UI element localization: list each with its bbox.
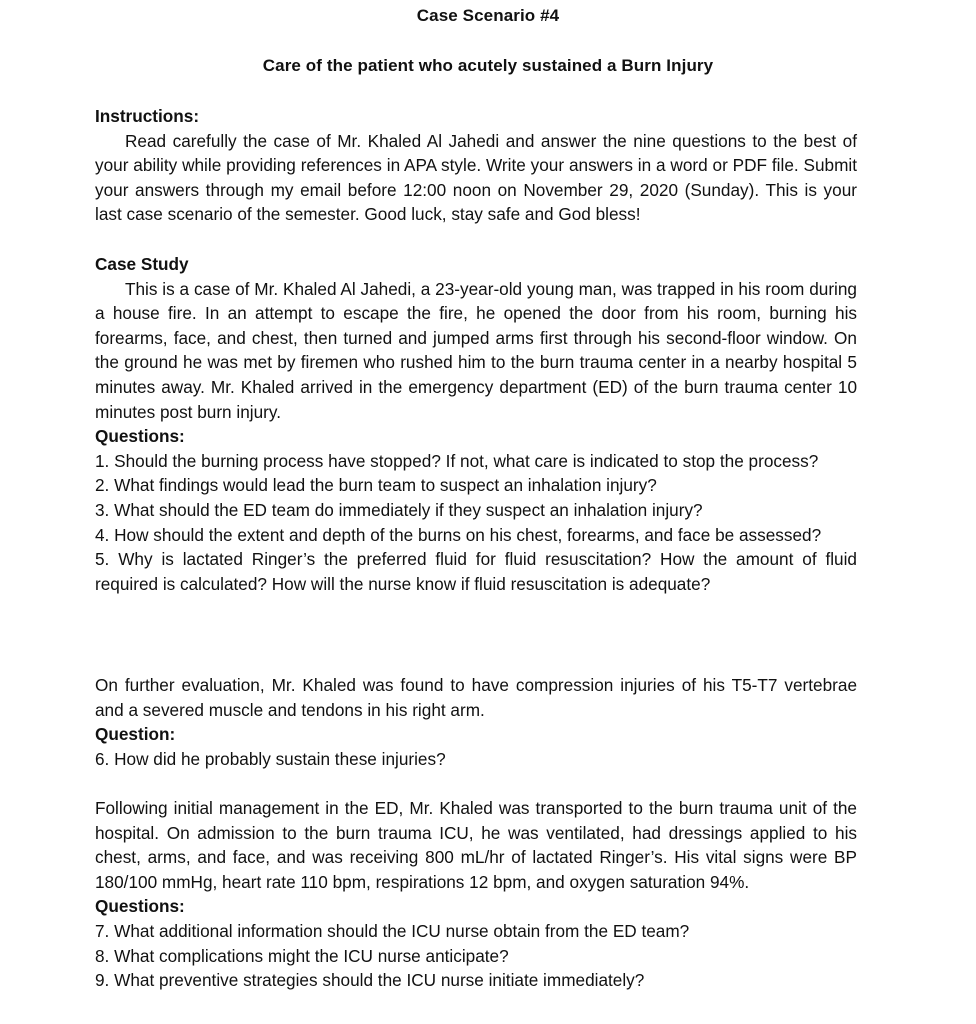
questions-heading: Questions:: [95, 896, 185, 917]
case-study-section: [95, 252, 857, 596]
question-item: 7. What additional information should the ICU nurse obtain from the ED team?: [95, 920, 690, 941]
question-item: 2. What findings would lead the burn team to suspect an inhalation injury?: [95, 475, 657, 496]
case-study-heading: Case Study: [95, 254, 189, 274]
instructions-heading: Instructions:: [95, 106, 200, 126]
question-item: 4. How should the extent and depth of the burns on his chest, forearms, and face be assessed?: [95, 524, 822, 545]
question-item: 1. Should the burning process have stopped? If not, what care is indicated to stop the process?: [95, 450, 819, 471]
instructions-text: Read carefully the case of Mr. Khaled Al Jahedi and answer the nine questions to the best of your ability while providing references in APA style. Write your answers in a word or PDF file. Submit your answers through my email before 12:00 noon on November 29, 2020 (Sunday). This is your last case scenario of the semester. Good luck, stay safe and God bless!: [95, 130, 857, 225]
icu-section: [95, 796, 857, 993]
document-title: Case Scenario #4: [416, 6, 560, 25]
further-evaluation-text: On further evaluation, Mr. Khaled was found to have compression injuries of his T5-T7 vertebrae and a severed muscle and tendons in his right arm.: [95, 675, 857, 720]
question-item: 8. What complications might the ICU nurse anticipate?: [95, 945, 509, 966]
question-item: 9. What preventive strategies should the ICU nurse initiate immediately?: [95, 970, 645, 991]
icu-text: Following initial management in the ED, Mr. Khaled was transported to the burn trauma unit of the hospital. On admission to the burn trauma ICU, he was ventilated, had dressings applied to his chest, arms, and face, and was receiving 800 mL/hr of lactated Ringer’s. His vital signs were BP 180/100 mmHg, heart rate 110 bpm, respirations 12 bpm, and oxygen saturation 94%.: [95, 798, 857, 892]
further-evaluation-section: [95, 673, 857, 771]
question-item: 6. How did he probably sustain these injuries?: [95, 748, 446, 769]
question-heading: Question:: [95, 724, 176, 745]
question-item: 3. What should the ED team do immediately if they suspect an inhalation injury?: [95, 499, 703, 520]
instructions-section: [95, 104, 857, 227]
questions-heading: Questions:: [95, 426, 185, 447]
case-study-text: This is a case of Mr. Khaled Al Jahedi, a 23-year-old young man, was trapped in his room during a house fire. In an attempt to escape the fire, he opened the door from his room, burning his forearms, face, and chest, then turned and jumped arms first through his second-floor window. On the ground he was met by firemen who rushed him to the burn trauma center in a nearby hospital 5 minutes away. Mr. Khaled arrived in the emergency department (ED) of the burn trauma center 10 minutes post burn injury.: [95, 278, 857, 422]
document-subtitle: Care of the patient who acutely sustained a Burn Injury: [262, 56, 714, 75]
question-item: 5. Why is lactated Ringer’s the preferred fluid for fluid resuscitation? How the amount of fluid required is calculated? How will the nurse know if fluid resuscitation is adequate?: [95, 549, 857, 594]
